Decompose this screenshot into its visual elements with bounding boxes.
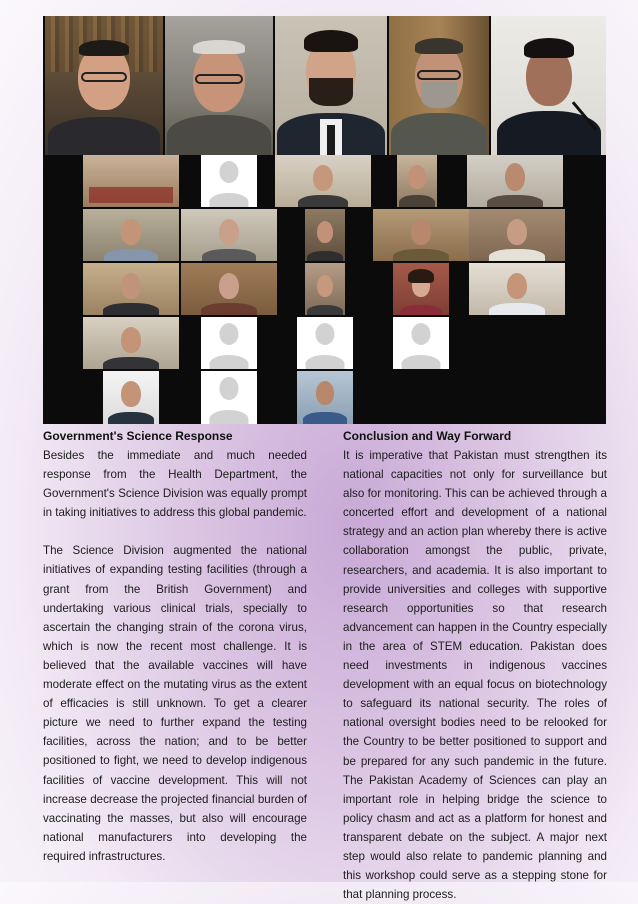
speaker-tile-5 (491, 16, 606, 155)
empty-avatar-icon (219, 161, 238, 183)
speaker-tile-3 (275, 16, 387, 155)
participant-tile (469, 209, 565, 261)
empty-avatar-icon (315, 323, 334, 345)
conclusion-section (343, 428, 607, 904)
participant-tile (103, 371, 159, 424)
speaker-tile-2 (165, 16, 273, 155)
participant-video-icon (275, 16, 387, 155)
participant-video-icon (165, 16, 273, 155)
participant-tile (275, 155, 371, 207)
participant-tile (83, 155, 179, 207)
participant-tile (83, 317, 179, 369)
participant-tile (83, 263, 179, 315)
participant-tile-empty (201, 155, 257, 207)
participant-tile (373, 209, 469, 261)
speaker-tile-4 (389, 16, 489, 155)
participant-tile (305, 263, 345, 315)
participant-tile-empty (393, 317, 449, 369)
paragraph: It is imperative that Pakistan must strengthen its national capacities not only for surveillance but also for monitoring. This can be achieved through a concerted effort and development of a national strategy and an action plan whereby there is active collaboration amongst the public, private, researchers, and academia. It is also important to provide universities and colleges with supportive research opportunities so that research advancement can happen in the Country especially in the area of STEM education. Pakistan does need investments in indigenous vaccines development with an equal focus on biotechnology to safeguard its national security. The roles of national oversight bodies need to be relooked for the Country to be better positioned to support and be prepared for any such pandemic in the future. The Pakistan Academy of Sciences can play an important role in helping bridge the science to policy chasm and act as a platform for honest and transparent debate on the subject. A major next step would also relate to pandemic planning and this workshop could serve as a stepping stone for that planning process. (343, 449, 607, 902)
paragraph: Besides the immediate and much needed response from the Health Department, the Government's Science Division was equally prompt in taking initiatives to address this global pandemic. (43, 449, 307, 520)
empty-avatar-icon (219, 323, 238, 345)
participant-tile (467, 155, 563, 207)
participant-video-icon (389, 16, 489, 155)
participant-tile-empty (297, 317, 353, 369)
section-heading: Government's Science Response (43, 429, 233, 443)
government-science-response-section (43, 428, 307, 866)
participant-tile (181, 263, 277, 315)
section-heading: Conclusion and Way Forward (343, 429, 512, 443)
participant-tile (83, 209, 179, 261)
participant-tile (469, 263, 565, 315)
participant-tile-empty (201, 317, 257, 369)
participant-video-icon (491, 16, 606, 155)
participant-tile (297, 371, 353, 424)
paragraph: The Science Division augmented the national initiatives of expanding testing facilities (through a grant from the British Government) and undertaking various clinical trials, specially to ascertain the changing strain of the corona virus, which is now the recent most challenge. It is believed that the available vaccines will have moderate effect on the mutating virus as the extent of efficacies is still unknown. To get a clearer picture we need to further expand the testing facilities, across the nation; and to be better positioned to fight, we need to develop indigenous facilities of vaccine development. This will not increase decrease the projected financial burden of vaccinating the masses, but also will encourage national manufacturers into developing the required infrastructures. (43, 544, 307, 863)
speaker-tile-1 (45, 16, 163, 155)
participant-tile (181, 209, 277, 261)
empty-avatar-icon (219, 377, 238, 399)
participant-video-icon (45, 16, 163, 155)
participant-tile (393, 263, 449, 315)
participant-tile (397, 155, 437, 207)
participant-tile (305, 209, 345, 261)
video-conference-collage (43, 16, 606, 424)
empty-avatar-icon (411, 323, 430, 345)
participant-tile-empty (201, 371, 257, 424)
